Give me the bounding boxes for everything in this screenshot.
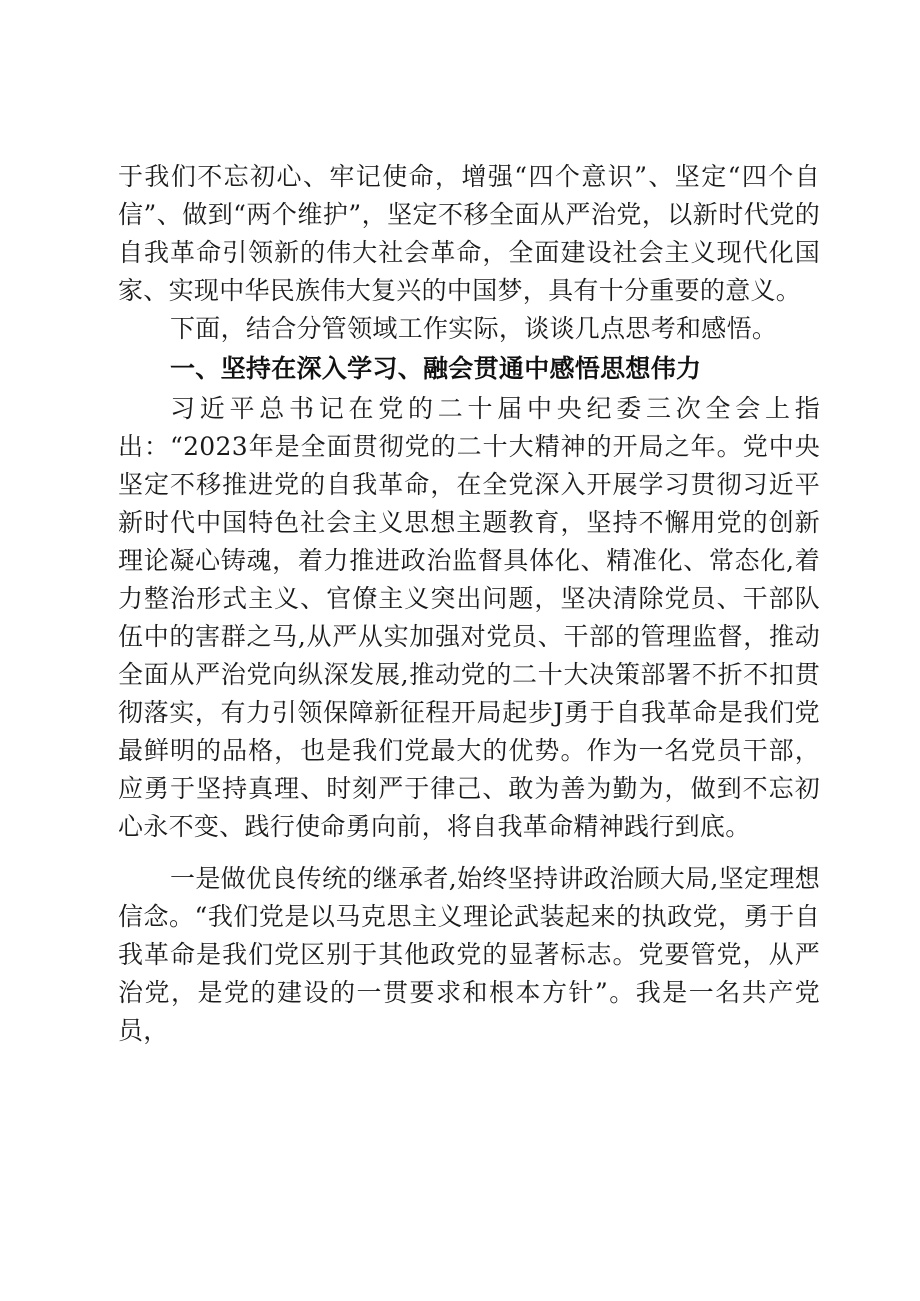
paragraph-quote: 习近平总书记在党的二十届中央纪委三次全会上指出：“2023年是全面贯彻党的二十大精神的开局之年。党中央坚定不移推进党的自我革命，在全党深入开展学习贯彻习近平新时代中国特色社会主义思想主题教育，坚持不懈用党的创新理论凝心铸魂，着力推进政治监督具体化、精准化、常态化,着力整治形式主义、官僚主义突出问题，坚决清除党员、干部队伍中的害群之马,从严从实加强对党员、干部的管理监督，推动全面从严治党向纵深发展,推动党的二十大决策部署不折不扣贯彻落实，有力引领保障新征程开局起步J勇于自我革命是我们党最鲜明的品格，也是我们党最大的优势。作为一名党员干部，应勇于坚持真理、时刻严于律己、敢为善为勤为，做到不忘初心永不变、践行使命勇向前，将自我革命精神践行到底。 (118, 394, 820, 841)
paragraph-continuation: 于我们不忘初心、牢记使命，增强“四个意识”、坚定“四个自信”、做到“两个维护”，坚定不移全面从严治党，以新时代党的自我革命引领新的伟大社会革命，全面建设社会主义现代化国家、实现中华民族伟大复兴的中国梦，具有十分重要的意义。 (118, 162, 820, 305)
section-heading: 一、坚持在深入学习、融会贯通中感悟思想伟力 (170, 354, 702, 383)
paragraph-point-one: 一是做优良传统的继承者,始终坚持讲政治顾大局,坚定理想信念。“我们党是以马克思主义理论武装起来的执政党，勇于自我革命是我们党区别于其他政党的显著标志。党要管党，从严治党，是党的建设的一贯要求和根本方针”。我是一名共产党员， (118, 864, 820, 1045)
document-body (118, 158, 820, 1050)
paragraph-spacer (118, 846, 820, 860)
paragraph-intro: 下面，结合分管领域工作实际，谈谈几点思考和感悟。 (170, 314, 778, 343)
